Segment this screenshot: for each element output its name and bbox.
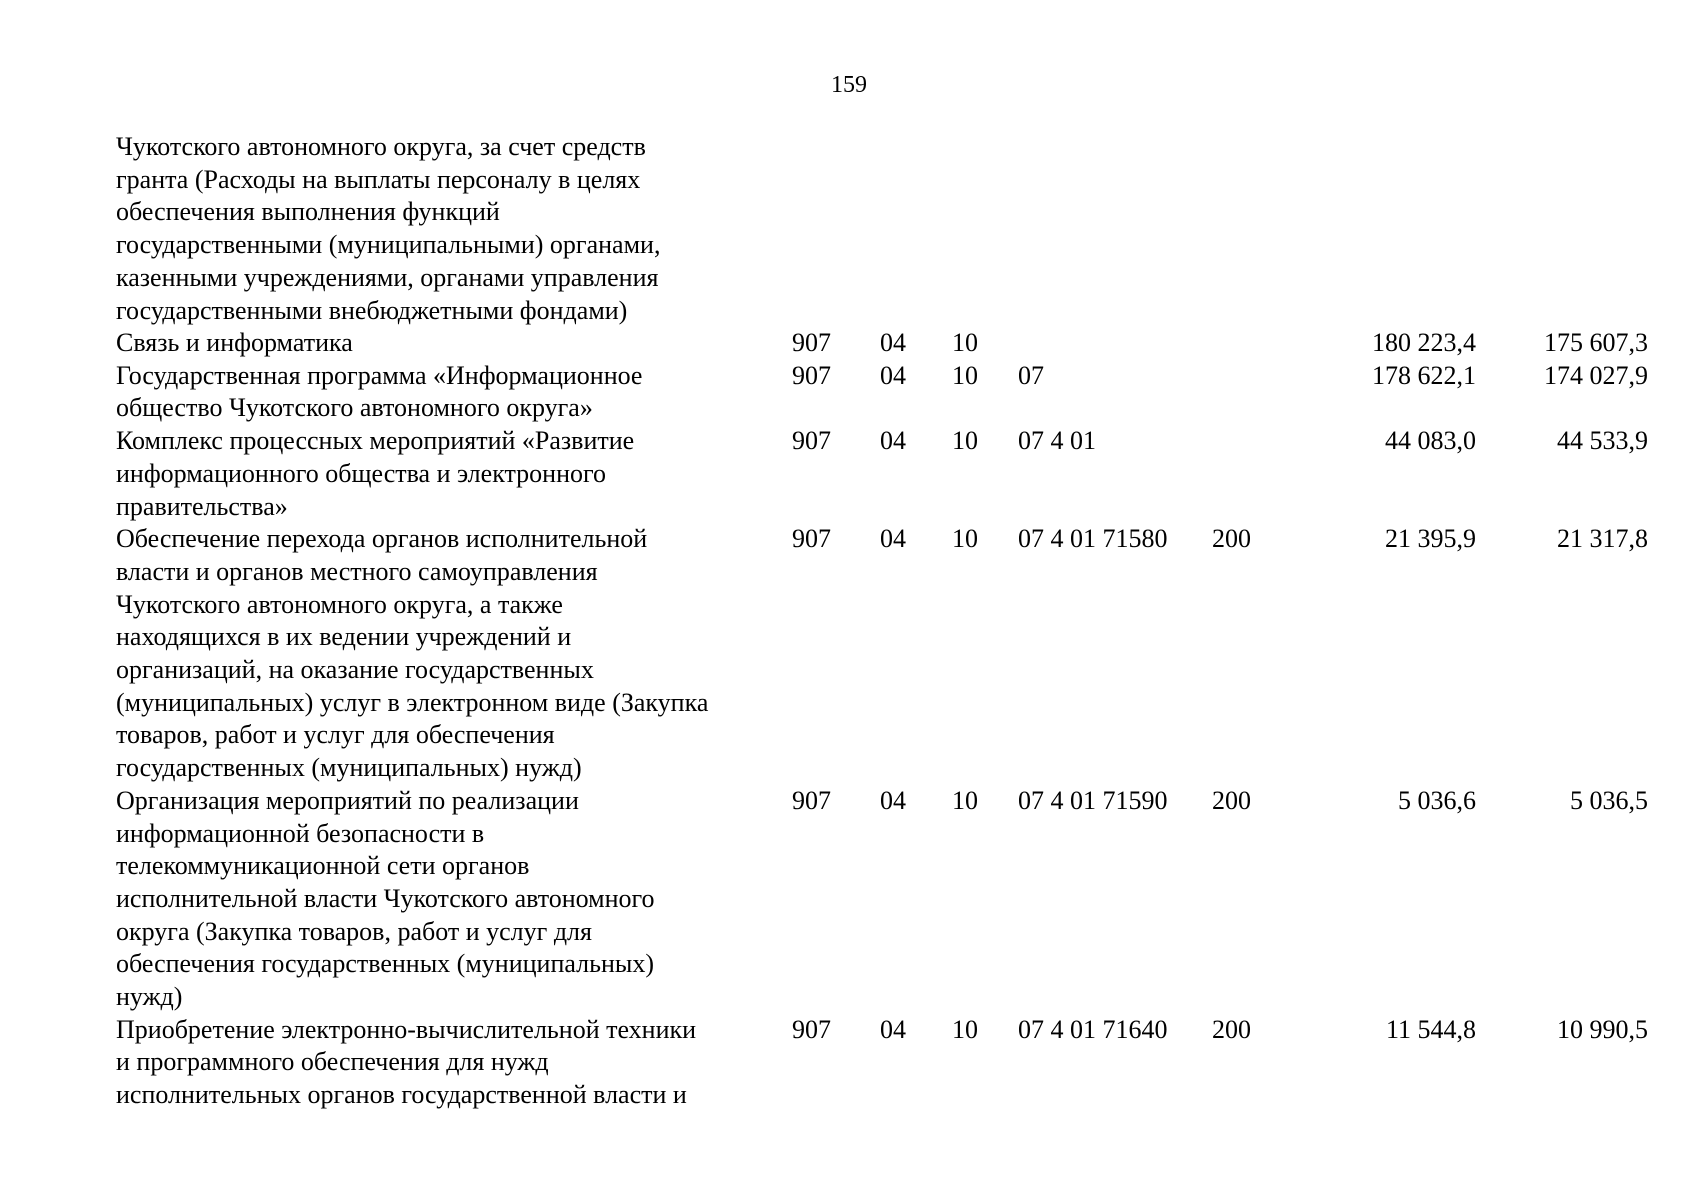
row-expense-type — [1212, 425, 1332, 523]
row-subsection: 10 — [952, 426, 978, 456]
row-value-1: 21 395,9 — [1385, 524, 1476, 554]
row-value-2: 174 027,9 — [1544, 360, 1648, 390]
row-expense-type: 200 — [1212, 524, 1251, 554]
row-subsection: 10 — [952, 785, 978, 815]
row-section: 04 — [880, 360, 906, 390]
row-article — [1018, 327, 1212, 360]
row-article: 07 4 01 71590 — [1018, 785, 1168, 815]
row-article: 07 4 01 71580 — [1018, 524, 1168, 554]
row-value-1: 5 036,6 — [1398, 785, 1476, 815]
row-subsection: 10 — [952, 524, 978, 554]
continuation-text: Чукотского автономного округа, за счет средств гранта (Расходы на выплаты персоналу в целях обеспечения выполнения функций государственными (муниципальными) органами, казенными учреждениями, органами управления государственными внебюджетными фондами) — [116, 132, 661, 325]
table-row — [116, 425, 1648, 523]
row-expense-type: 200 — [1212, 1014, 1251, 1044]
table-row — [116, 360, 1648, 425]
row-article: 07 — [1018, 360, 1044, 390]
row-article: 07 4 01 — [1018, 426, 1096, 456]
row-name: Организация мероприятий по реализации информационной безопасности в телекоммуникационной сети органов исполнительной власти Чукотского автономного округа (Закупка товаров, работ и услуг для обеспечения государственных (муниципальных) нужд) — [116, 785, 655, 1012]
row-section: 04 — [880, 785, 906, 815]
row-org-code: 907 — [792, 785, 831, 815]
row-org-code: 907 — [792, 426, 831, 456]
row-org-code: 907 — [792, 360, 831, 390]
row-org-code: 907 — [792, 524, 831, 554]
row-value-1: 11 544,8 — [1385, 1014, 1476, 1044]
row-value-2: 175 607,3 — [1544, 328, 1648, 357]
row-subsection: 10 — [952, 360, 978, 390]
row-article: 07 4 01 71640 — [1018, 1014, 1168, 1044]
table-row — [116, 785, 1648, 1014]
page-number: 159 — [831, 72, 867, 98]
row-value-1: 178 622,1 — [1372, 360, 1476, 390]
row-section: 04 — [880, 1014, 906, 1044]
row-section: 04 — [880, 426, 906, 456]
row-subsection: 10 — [952, 1014, 978, 1044]
row-name: Приобретение электронно-вычислительной техники и программного обеспечения для нужд исполнительных органов государственной власти и — [116, 1014, 697, 1110]
row-value-2: 10 990,5 — [1557, 1014, 1648, 1044]
row-value-2: 21 317,8 — [1557, 524, 1648, 554]
row-name: Государственная программа «Информационное общество Чукотского автономного округа» — [116, 360, 643, 423]
row-value-1: 44 083,0 — [1385, 426, 1476, 456]
row-expense-type — [1212, 327, 1332, 360]
table-row — [116, 1014, 1648, 1112]
row-expense-type: 200 — [1212, 785, 1251, 815]
row-name: Комплекс процессных мероприятий «Развитие информационного общества и электронного правительства» — [116, 426, 635, 521]
row-value-2: 5 036,5 — [1570, 785, 1648, 815]
row-subsection: 10 — [952, 328, 978, 357]
row-expense-type — [1212, 360, 1332, 425]
row-name: Связь и информатика — [116, 328, 353, 357]
table-row — [116, 523, 1648, 785]
row-org-code: 907 — [792, 328, 831, 357]
budget-table — [116, 327, 1648, 1112]
row-value-2: 44 533,9 — [1557, 426, 1648, 456]
row-section: 04 — [880, 328, 906, 357]
row-value-1: 180 223,4 — [1372, 328, 1476, 357]
row-org-code: 907 — [792, 1014, 831, 1044]
row-section: 04 — [880, 524, 906, 554]
row-name: Обеспечение перехода органов исполнительной власти и органов местного самоуправления Чукотского автономного округа, а также находящихся в их ведении учреждений и организаций, на оказание государственных (муниципальных) услуг в электронном виде (Закупка товаров, работ и услуг для обеспечения государственных (муниципальных) нужд) — [116, 524, 709, 783]
table-row — [116, 327, 1648, 360]
